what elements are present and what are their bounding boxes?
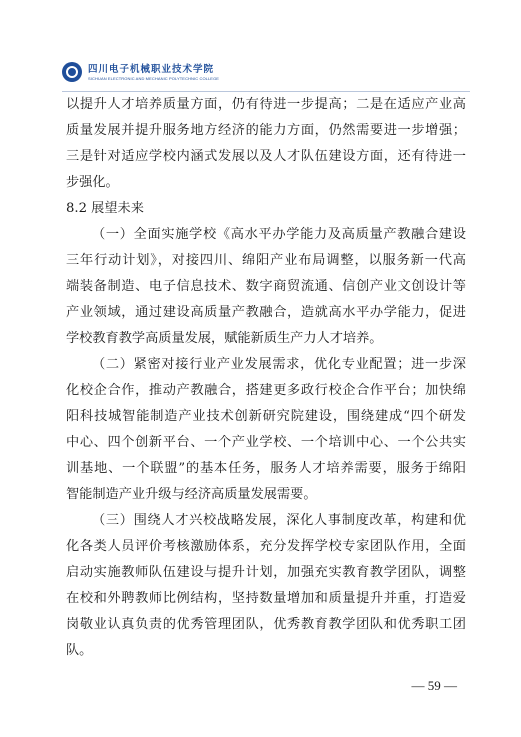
text-line: 端装备制造、电子信息技术、数字商贸流通、信创产业文创设计等 bbox=[66, 279, 466, 294]
text-line: 化各类人员评价考核激励体系，充分发挥学校专家团队作用，全面 bbox=[66, 539, 466, 554]
text-line: 阳科技城智能制造产业技术创新研究院建设，围绕建成“四个研发 bbox=[66, 409, 466, 424]
text-line: 步强化。 bbox=[66, 175, 119, 190]
intro-paragraph bbox=[66, 92, 466, 196]
text-line: 以提升人才培养质量方面，仍有待进一步提高；二是在适应产业高 bbox=[66, 97, 466, 112]
page-header bbox=[62, 62, 219, 82]
text-line: 队。 bbox=[66, 643, 93, 658]
paragraph-1 bbox=[66, 222, 466, 352]
text-line: 启动实施教师队伍建设与提升计划，加强充实教育教学团队，调整 bbox=[66, 565, 466, 580]
text-line: 三是针对适应学校内涵式发展以及人才队伍建设方面，还有待进一 bbox=[66, 149, 466, 164]
text-line: 学校教育教学高质量发展，赋能新质生产力人才培养。 bbox=[66, 331, 383, 346]
text-line: 训基地、一个联盟”的基本任务，服务人才培养需要，服务于绵阳 bbox=[66, 461, 466, 476]
paragraph-3 bbox=[66, 508, 466, 664]
text-line: 中心、四个创新平台、一个产业学校、一个培训中心、一个公共实 bbox=[66, 435, 466, 450]
text-line: 智能制造产业升级与经济高质量发展需要。 bbox=[66, 487, 317, 502]
text-line: 岗敬业认真负责的优秀管理团队，优秀教育教学团队和优秀职工团 bbox=[66, 617, 466, 632]
text-line: 质量发展并提升服务地方经济的能力方面，仍然需要进一步增强； bbox=[66, 123, 466, 138]
text-line: （三）围绕人才兴校战略发展，深化人事制度改革，构建和优 bbox=[92, 513, 466, 528]
page-number: — 59 — bbox=[411, 678, 457, 693]
paragraph-2 bbox=[66, 352, 466, 508]
text-line: 在校和外聘教师比例结构，坚持数量增加和质量提升并重，打造爱 bbox=[66, 591, 466, 606]
school-logo-icon bbox=[62, 62, 82, 82]
school-name-block bbox=[88, 64, 219, 81]
text-line: 产业领域，通过建设高质量产教融合，造就高水平办学能力，促进 bbox=[66, 305, 466, 320]
text-line: 化校企合作，推动产教融合，搭建更多政行校企合作平台；加快绵 bbox=[66, 383, 466, 398]
text-line: （一）全面实施学校《高水平办学能力及高质量产教融合建设 bbox=[92, 227, 466, 242]
school-name: 四川电子机械职业技术学院 bbox=[88, 63, 215, 75]
section-heading: 8.2 展望未来 bbox=[66, 201, 144, 216]
document-body bbox=[66, 92, 466, 664]
school-name-en: SICHUAN ELECTRONIC AND MECHANIC POLYTECHNIC COLLEGE bbox=[88, 75, 220, 81]
text-line: 三年行动计划》，对接四川、绵阳产业布局调整，以服务新一代高 bbox=[66, 253, 466, 268]
text-line: （二）紧密对接行业产业发展需求，优化专业配置；进一步深 bbox=[92, 357, 466, 372]
